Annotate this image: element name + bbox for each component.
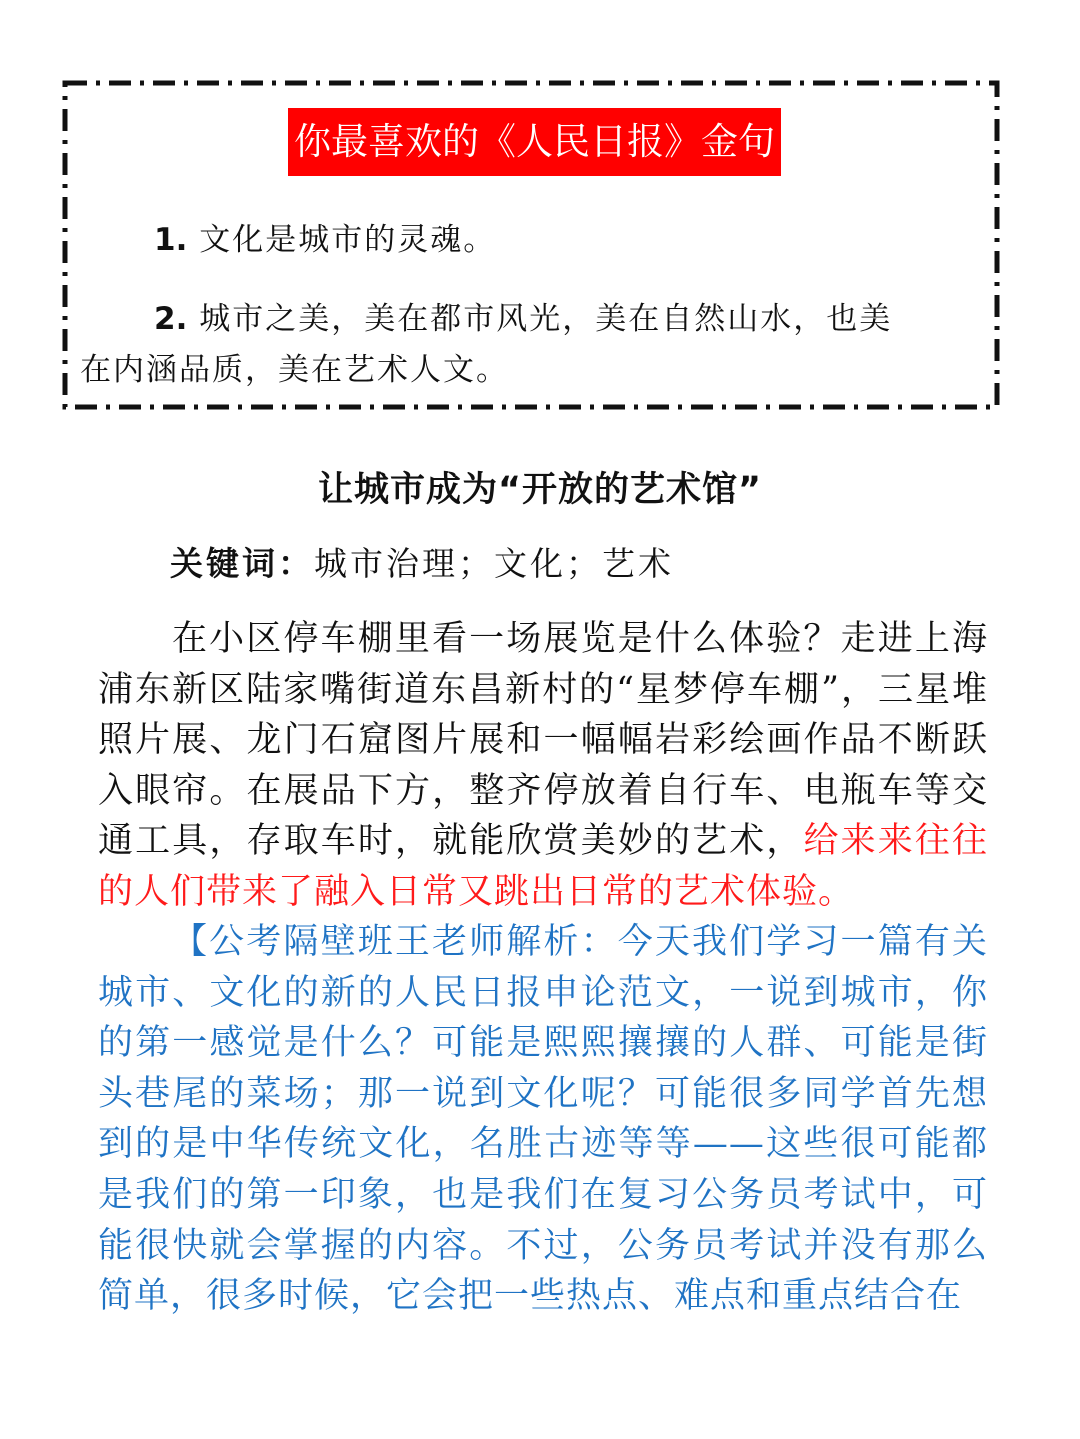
quote-2-number: 2.	[154, 301, 188, 337]
quote-box-title: 你最喜欢的《人民日报》金句	[288, 108, 781, 176]
keywords-line	[170, 538, 674, 585]
article-title: 让城市成为“开放的艺术馆”	[317, 470, 762, 510]
quote-2-line-1	[154, 293, 892, 338]
quote-1	[154, 214, 496, 259]
quote-1-number: 1.	[154, 222, 188, 258]
quote-2-line-2: 在内涵品质，美在艺术人文。	[80, 352, 509, 388]
quote-1-text: 文化是城市的灵魂。	[199, 222, 497, 258]
golden-quotes-box	[62, 80, 1000, 410]
article-body-paragraph	[98, 614, 988, 918]
body-text: 在小区停车棚里看一场展览是什么体验？走进上海浦东新区陆家嘴街道东昌新村的“星梦停车棚”，三星堆照片展、龙门石窟图片展和一幅幅岩彩绘画作品不断跃入眼帘。在展品下方，整齐停放着自行车、电瓶车等交通工具，存取车时，就能欣赏美妙的艺术，	[98, 619, 988, 862]
keywords-value: 城市治理；文化；艺术	[314, 544, 674, 583]
keywords-label: 关键词：	[170, 544, 314, 583]
body-highlight-text: 给来来往往的人们带来了融入日常又跳出日常的艺术体验。	[98, 821, 988, 912]
teacher-analysis-paragraph: 【公考隔壁班王老师解析：今天我们学习一篇有关城市、文化的新的人民日报申论范文，一说到城市，你的第一感觉是什么？可能是熙熙攘攘的人群、可能是街头巷尾的菜场；那一说到文化呢？可能很多同学首先想到的是中华传统文化，名胜古迹等等——这些很可能都是我们的第一印象，也是我们在复习公务员考试中，可能很快就会掌握的内容。不过，公务员考试并没有那么简单，很多时候，它会把一些热点、难点和重点结合在	[98, 922, 988, 1317]
quote-2-text-a: 城市之美，美在都市风光，美在自然山水，也美	[199, 301, 893, 337]
